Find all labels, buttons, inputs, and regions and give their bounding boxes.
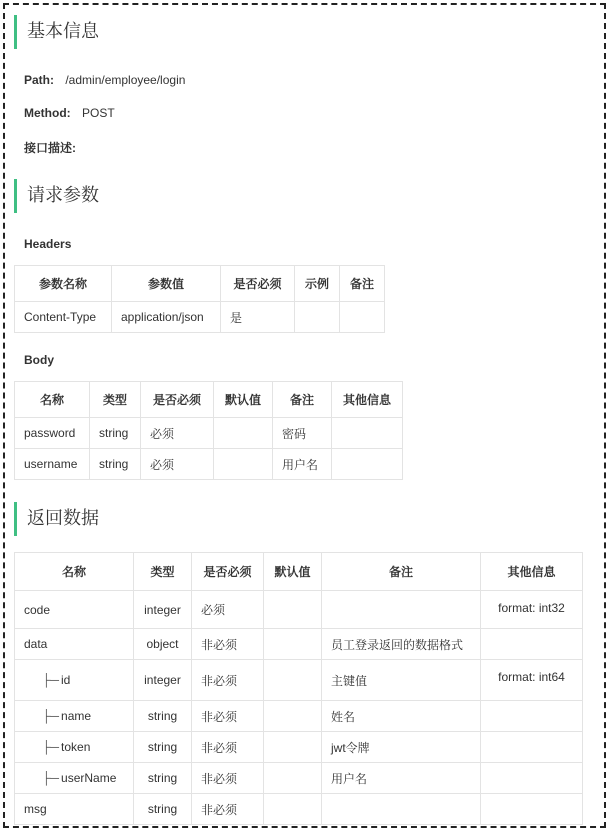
cell-note <box>322 794 481 825</box>
cell: 必须 <box>141 418 214 449</box>
cell-name: data <box>15 629 134 660</box>
tree-prefix: ├─ <box>42 709 60 723</box>
path-label: Path: <box>24 73 54 87</box>
cell-name-text: name <box>61 709 92 723</box>
cell-required: 非必须 <box>192 629 264 660</box>
table-row <box>15 302 385 333</box>
cell-type: string <box>134 732 192 763</box>
cell-other <box>481 629 583 660</box>
body-col-default: 默认值 <box>214 382 273 418</box>
cell-default <box>264 660 322 701</box>
cell-note <box>322 591 481 629</box>
cell: string <box>90 449 141 480</box>
method-row <box>24 106 115 120</box>
cell-other <box>481 794 583 825</box>
section-title-basic-info: 基本信息 <box>14 15 99 49</box>
body-col-note: 备注 <box>273 382 332 418</box>
table-row <box>15 701 583 732</box>
cell-name-text: id <box>61 673 71 687</box>
cell-name <box>15 660 134 701</box>
cell <box>340 302 385 333</box>
cell-note: 姓名 <box>322 701 481 732</box>
cell-required: 非必须 <box>192 732 264 763</box>
cell-name: code <box>15 591 134 629</box>
response-col-other: 其他信息 <box>481 553 583 591</box>
cell-default <box>264 629 322 660</box>
cell-required: 非必须 <box>192 660 264 701</box>
desc-label: 接口描述: <box>24 141 76 155</box>
cell-default <box>264 794 322 825</box>
cell-other: format: int32 <box>481 591 583 629</box>
table-row <box>15 591 583 629</box>
method-value: POST <box>82 106 115 120</box>
cell-other <box>481 732 583 763</box>
body-header-row <box>15 382 403 418</box>
cell-default <box>264 591 322 629</box>
body-label: Body <box>24 353 54 367</box>
cell-name-text: token <box>61 740 91 754</box>
desc-row <box>24 139 84 156</box>
cell <box>332 418 403 449</box>
cell-name <box>15 732 134 763</box>
section-title-response: 返回数据 <box>14 502 99 536</box>
body-table <box>14 381 403 480</box>
headers-col-example: 示例 <box>295 266 340 302</box>
headers-col-name: 参数名称 <box>15 266 112 302</box>
section-title-request: 请求参数 <box>14 179 99 213</box>
cell-default <box>264 732 322 763</box>
cell <box>214 449 273 480</box>
table-row <box>15 629 583 660</box>
cell-type: object <box>134 629 192 660</box>
response-col-note: 备注 <box>322 553 481 591</box>
response-col-type: 类型 <box>134 553 192 591</box>
tree-prefix: ├─ <box>42 673 60 687</box>
cell-type: string <box>134 701 192 732</box>
cell-default <box>264 763 322 794</box>
cell-type: string <box>134 763 192 794</box>
cell-required: 非必须 <box>192 763 264 794</box>
cell: Content-Type <box>15 302 112 333</box>
response-col-default: 默认值 <box>264 553 322 591</box>
table-row <box>15 418 403 449</box>
body-col-required: 是否必须 <box>141 382 214 418</box>
body-col-name: 名称 <box>15 382 90 418</box>
cell-note: jwt令牌 <box>322 732 481 763</box>
cell-other <box>481 763 583 794</box>
cell-default <box>264 701 322 732</box>
cell-type: integer <box>134 591 192 629</box>
cell-other <box>481 701 583 732</box>
cell: 是 <box>221 302 295 333</box>
headers-col-required: 是否必须 <box>221 266 295 302</box>
cell-name: msg <box>15 794 134 825</box>
headers-col-note: 备注 <box>340 266 385 302</box>
cell: password <box>15 418 90 449</box>
cell: 密码 <box>273 418 332 449</box>
cell-required: 非必须 <box>192 701 264 732</box>
response-col-name: 名称 <box>15 553 134 591</box>
cell: 必须 <box>141 449 214 480</box>
table-row <box>15 732 583 763</box>
cell-name <box>15 763 134 794</box>
method-label: Method: <box>24 106 71 120</box>
cell <box>214 418 273 449</box>
body-col-type: 类型 <box>90 382 141 418</box>
cell-type: integer <box>134 660 192 701</box>
headers-header-row <box>15 266 385 302</box>
tree-prefix: ├─ <box>42 771 60 785</box>
response-table <box>14 552 583 825</box>
cell-other: format: int64 <box>481 660 583 701</box>
table-row <box>15 763 583 794</box>
cell-required: 必须 <box>192 591 264 629</box>
cell-note: 员工登录返回的数据格式 <box>322 629 481 660</box>
path-row <box>24 73 185 87</box>
cell: application/json <box>112 302 221 333</box>
cell-note: 用户名 <box>322 763 481 794</box>
cell <box>295 302 340 333</box>
table-row <box>15 660 583 701</box>
cell-note: 主键值 <box>322 660 481 701</box>
tree-prefix: ├─ <box>42 740 60 754</box>
headers-table <box>14 265 385 333</box>
cell: string <box>90 418 141 449</box>
path-value[interactable]: /admin/employee/login <box>65 73 186 87</box>
cell: 用户名 <box>273 449 332 480</box>
cell-type: string <box>134 794 192 825</box>
cell: username <box>15 449 90 480</box>
cell <box>332 449 403 480</box>
headers-label: Headers <box>24 237 72 251</box>
response-col-required: 是否必须 <box>192 553 264 591</box>
cell-required: 非必须 <box>192 794 264 825</box>
cell-name-text: userName <box>61 771 117 785</box>
cell-name <box>15 701 134 732</box>
table-row <box>15 794 583 825</box>
body-col-other: 其他信息 <box>332 382 403 418</box>
headers-col-value: 参数值 <box>112 266 221 302</box>
response-header-row <box>15 553 583 591</box>
table-row <box>15 449 403 480</box>
